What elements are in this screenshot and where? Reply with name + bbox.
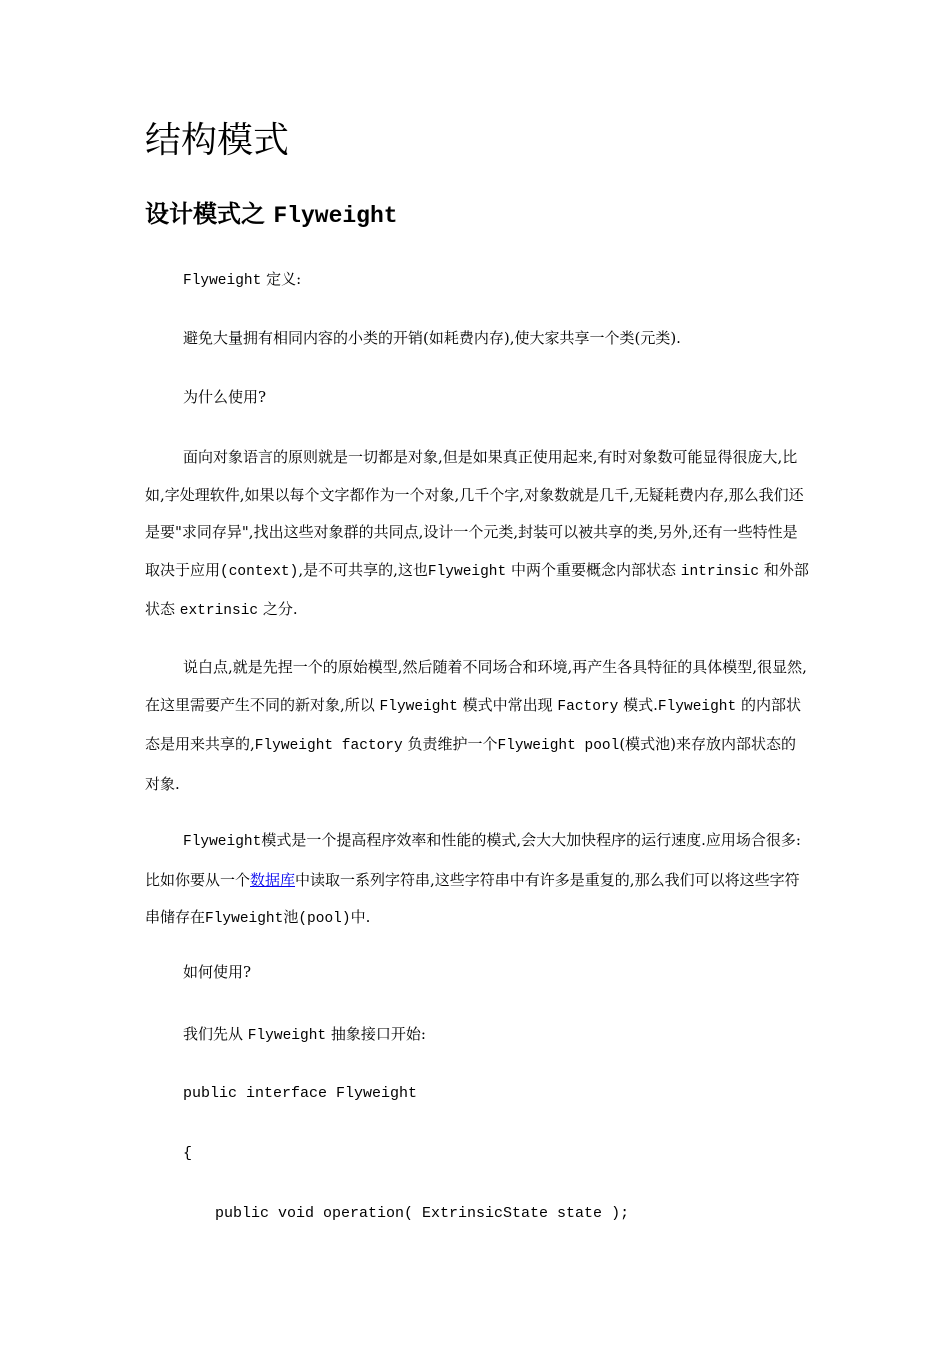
inline-code: (pool) xyxy=(298,911,351,927)
text-run: 中. xyxy=(350,908,371,926)
inline-code: Flyweight xyxy=(247,1028,327,1044)
definition-text: 避免大量拥有相同内容的小类的开销(如耗费内存),使大家共享一个类(元类). xyxy=(183,329,681,347)
text-run: 模式是一个提高程序效率和性能的模式,会大大加快程序的运行速度.应用场合很多:比如你要从一个 xyxy=(145,831,801,889)
inline-code: Flyweight xyxy=(379,698,458,715)
text-run: 面向对象语言的原则就是一切都是对象,但是如果真正使用起来,有时对象数可能显得很庞大,比如,字处理软件,如果以每个文字都作为一个对象,几千个字,对象数就是几千,无疑耗费内存,那么我们还是要"求同存异",找出这些对象群的共同点,设计一个元类,封装可以被共享的类,另外,还有一些特性是取决于应用 xyxy=(145,448,804,579)
code-line-brace: { xyxy=(183,1145,193,1162)
text-run: 负责维护一个 xyxy=(402,735,498,753)
why-label: 为什么使用? xyxy=(183,388,267,406)
text-run: 模式. xyxy=(618,695,658,714)
paragraph-performance xyxy=(145,822,810,939)
definition-label xyxy=(183,261,848,301)
text-run: 和外部状态 xyxy=(145,560,809,618)
text-run: 我们先从 xyxy=(183,1025,248,1043)
text-run: 的内部状态是用来共享的, xyxy=(145,695,801,753)
text-run: (模式池)来存放内部状态的对象. xyxy=(145,735,797,793)
text-run: 模式中常出现 xyxy=(457,695,558,714)
code-line-interface: public interface Flyweight xyxy=(183,1085,418,1102)
start-line xyxy=(183,1016,848,1056)
database-link[interactable]: 数据库 xyxy=(250,870,296,889)
paragraph-model xyxy=(145,649,810,803)
inline-code: Flyweight xyxy=(427,563,507,580)
inline-code: extrinsic xyxy=(179,603,259,619)
inline-code: Flyweight factory xyxy=(254,738,403,754)
inline-code: Factory xyxy=(557,698,619,715)
inline-code: (context) xyxy=(220,563,299,580)
how-label: 如何使用? xyxy=(183,963,252,981)
inline-code: Flyweight xyxy=(205,911,284,927)
text-run: 之分. xyxy=(258,600,298,618)
code-line-method: public void operation( ExtrinsicState state ); xyxy=(215,1205,630,1222)
inline-code: Flyweight xyxy=(183,273,262,289)
definition-label-suffix: 定义: xyxy=(261,270,302,288)
inline-code: intrinsic xyxy=(680,563,760,580)
text-run: ,是不可共享的,这也 xyxy=(298,560,428,579)
text-run: 说白点,就是先捏一个的原始模型,然后随着不同场合和环境,再产生各具特征的具体模型,很显然,在这里需要产生不同的新对象,所以 xyxy=(145,658,807,714)
section-heading-name: Flyweight xyxy=(273,203,398,229)
paragraph-oop xyxy=(145,439,810,631)
inline-code: Flyweight pool xyxy=(497,738,620,754)
text-run: 中读取一系列字符串,这些字符串中有许多是重复的,那么我们可以将这些字符串储存在 xyxy=(145,870,800,926)
section-heading-prefix: 设计模式之 xyxy=(145,200,274,228)
text-run: 抽象接口开始: xyxy=(326,1025,426,1043)
text-run: 中两个重要概念内部状态 xyxy=(506,560,681,579)
inline-code: Flyweight xyxy=(657,698,737,715)
text-run: 池 xyxy=(283,908,299,926)
section-heading xyxy=(145,197,398,233)
inline-code: Flyweight xyxy=(183,834,262,850)
page-title: 结构模式 xyxy=(145,120,290,161)
